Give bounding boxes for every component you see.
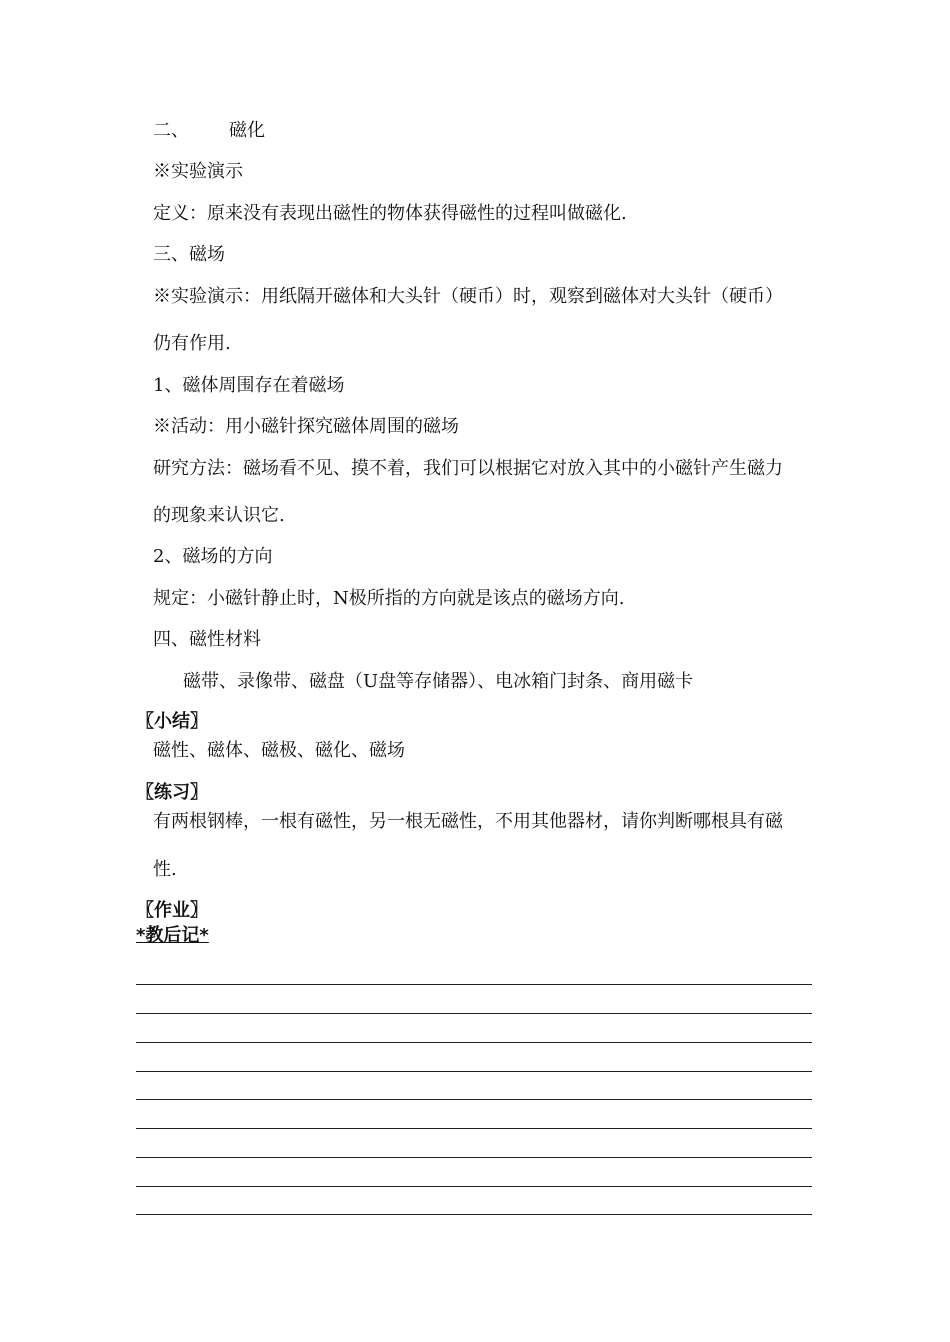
activity-note: ※活动：用小磁针探究磁体周围的磁场	[153, 416, 459, 437]
demo-note-2-line-1: ※实验演示：用纸隔开磁体和大头针（硬币）时，观察到磁体对大头针（硬币）	[153, 286, 783, 307]
point-2: 2、磁场的方向	[153, 546, 273, 567]
notes-line	[136, 1071, 812, 1072]
notes-line	[136, 1013, 812, 1014]
demo-note-1: ※实验演示	[153, 161, 243, 182]
notes-line	[136, 1186, 812, 1187]
point-1: 1、磁体周围存在着磁场	[153, 375, 345, 396]
section-2-heading	[153, 121, 265, 141]
exercise-heading: 〖练习〗	[136, 782, 208, 803]
section-3-heading: 三、磁场	[153, 244, 225, 265]
notes-line	[136, 984, 812, 985]
notes-line	[136, 1099, 812, 1100]
definition: 定义：原来没有表现出磁性的物体获得磁性的过程叫做磁化.	[153, 203, 627, 224]
materials-list: 磁带、录像带、磁盘（U盘等存储器）、电冰箱门封条、商用磁卡	[183, 671, 694, 692]
method-line-2: 的现象来认识它.	[153, 505, 285, 526]
notes-line	[136, 1214, 812, 1215]
summary-heading: 〖小结〗	[136, 711, 208, 732]
notes-line	[136, 1042, 812, 1043]
notes-line	[136, 1157, 812, 1158]
homework-heading: 〖作业〗	[136, 900, 208, 921]
demo-note-2-line-2: 仍有作用.	[153, 333, 231, 354]
exercise-line-2: 性.	[153, 859, 177, 880]
section-4-heading: 四、磁性材料	[153, 629, 261, 650]
summary-text: 磁性、磁体、磁极、磁化、磁场	[153, 740, 405, 761]
method-line-1: 研究方法：磁场看不见、摸不着，我们可以根据它对放入其中的小磁针产生磁力	[153, 458, 783, 479]
exercise-line-1: 有两根钢棒，一根有磁性，另一根无磁性，不用其他器材，请你判断哪根具有磁	[153, 811, 783, 832]
section-2-title: 磁化	[229, 120, 265, 141]
direction-rule: 规定：小磁针静止时，N极所指的方向就是该点的磁场方向.	[153, 588, 625, 609]
notes-line	[136, 1128, 812, 1129]
section-2-number: 二、	[153, 120, 189, 141]
teaching-notes-heading: *教后记*	[136, 925, 209, 946]
